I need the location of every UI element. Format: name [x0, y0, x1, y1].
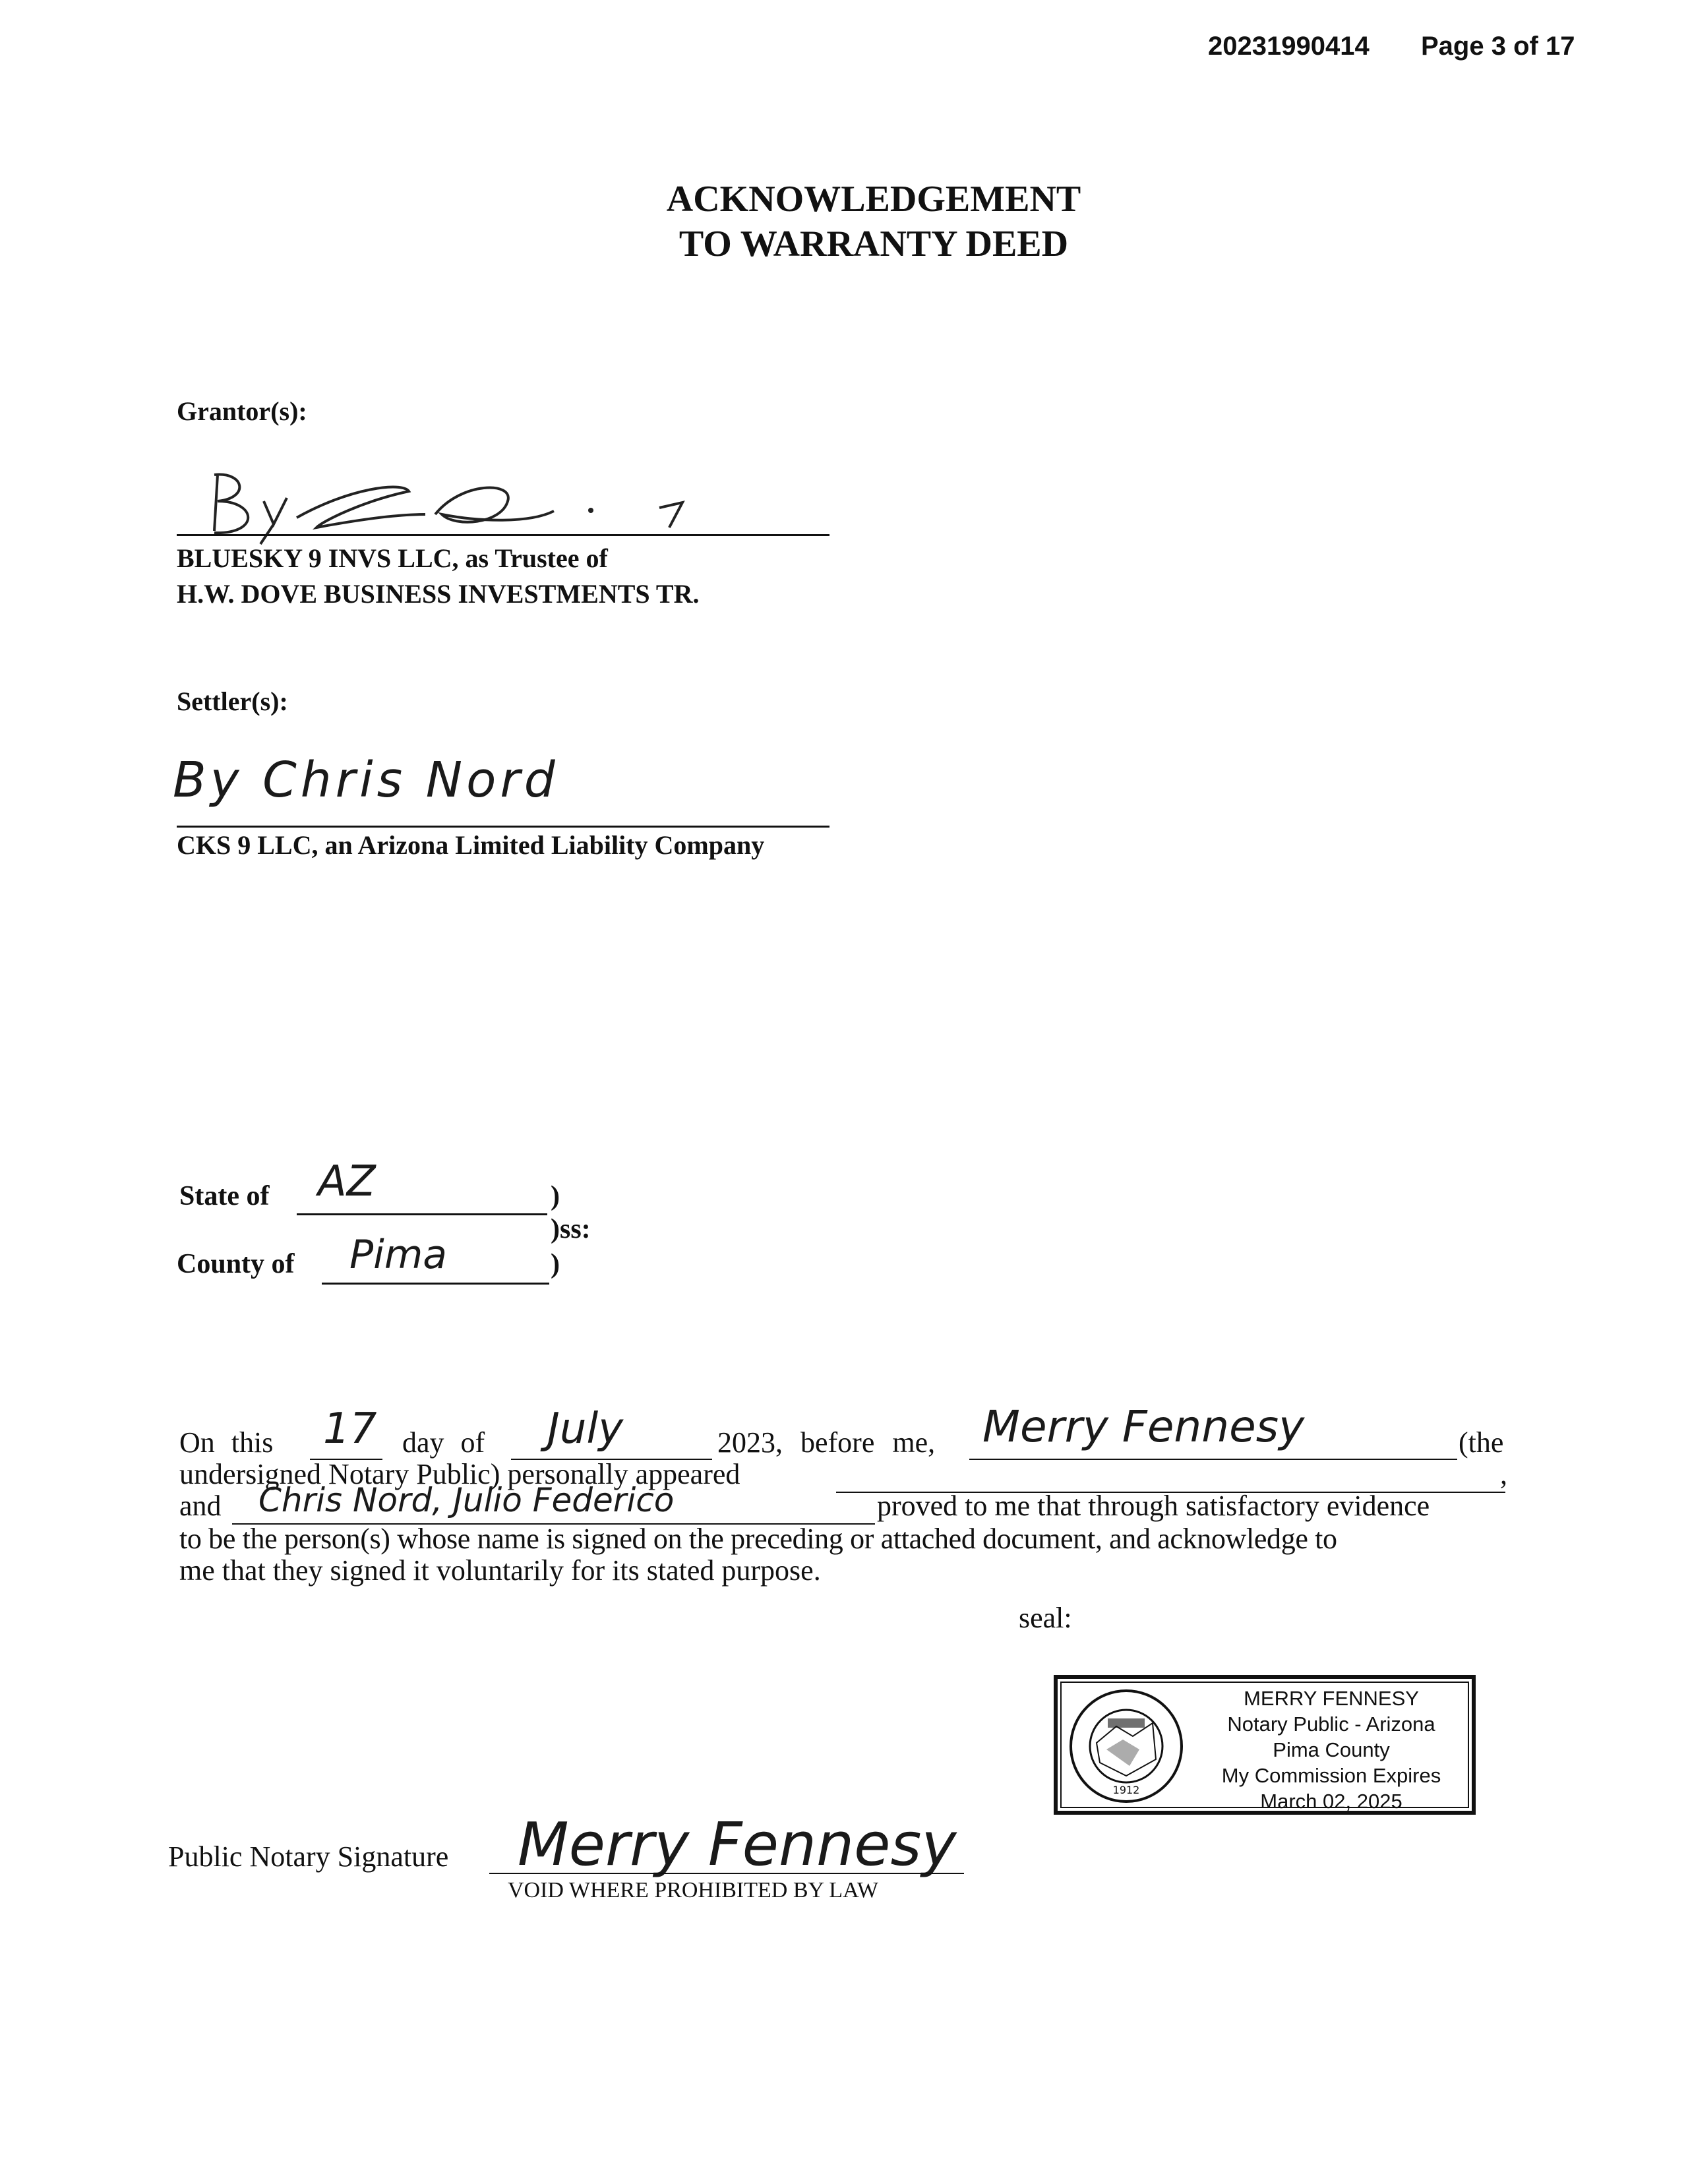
- ack-on-this: On this: [179, 1426, 274, 1459]
- document-number: 20231990414: [1208, 32, 1370, 61]
- county-value: Pima: [349, 1232, 448, 1278]
- ack-notary-line: [969, 1459, 1457, 1460]
- ss-label: )ss:: [551, 1214, 591, 1244]
- notary-signature: Merry Fennesy: [518, 1810, 957, 1879]
- notary-signature-line: [489, 1873, 964, 1874]
- ack-and: and: [179, 1490, 222, 1522]
- ack-notary-name: Merry Fennesy: [982, 1401, 1305, 1452]
- ack-month-value: July: [547, 1405, 624, 1453]
- state-seal-icon: [1067, 1687, 1186, 1805]
- ack-line-2: undersigned Notary Public) personally appeared: [179, 1458, 740, 1490]
- state-paren: ): [551, 1181, 560, 1211]
- page-indicator: Page 3 of 17: [1421, 32, 1575, 61]
- stamp-notary-name: MERRY FENNESY: [1244, 1687, 1419, 1710]
- ack-line-4: to be the person(s) whose name is signed on the preceding or attached document, and acknowledge to: [179, 1523, 1337, 1555]
- title-line-2: TO WARRANTY DEED: [678, 224, 1069, 264]
- settler-name: CKS 9 LLC, an Arizona Limited Liability Company: [177, 830, 765, 860]
- state-line: [297, 1213, 547, 1215]
- county-paren: ): [551, 1249, 560, 1279]
- ack-year-before: 2023, before me,: [717, 1426, 936, 1459]
- stamp-expires-date: March 02, 2025: [1260, 1790, 1402, 1813]
- grantor-name-line-1: BLUESKY 9 INVS LLC, as Trustee of: [177, 543, 608, 573]
- ack-line-5: me that they signed it voluntarily for its stated purpose.: [179, 1554, 821, 1587]
- county-line: [322, 1283, 549, 1285]
- seal-label: seal:: [1019, 1602, 1072, 1634]
- notary-signature-label: Public Notary Signature: [168, 1840, 449, 1873]
- document-title: [0, 177, 1688, 266]
- ack-comma: ,: [1500, 1458, 1507, 1490]
- ack-the: (the: [1459, 1426, 1504, 1459]
- settler-heading: Settler(s):: [177, 686, 288, 716]
- county-label: County of: [177, 1249, 295, 1279]
- ack-persons: Chris Nord, Julio Federico: [258, 1481, 675, 1519]
- ack-proved: proved to me that through satisfactory evidence: [877, 1490, 1430, 1522]
- ack-day-of: day of: [402, 1426, 485, 1459]
- seal-year: 1912: [1112, 1784, 1140, 1796]
- grantor-heading: Grantor(s):: [177, 396, 307, 426]
- notary-stamp: [1054, 1675, 1476, 1815]
- grantor-name-line-2: H.W. DOVE BUSINESS INVESTMENTS TR.: [177, 579, 700, 609]
- grantor-signature-line: [177, 534, 829, 536]
- title-line-1: ACKNOWLEDGEMENT: [666, 179, 1081, 220]
- stamp-text: [1193, 1685, 1470, 1814]
- grantor-name: [177, 541, 699, 612]
- settler-signature: By Chris Nord: [173, 752, 559, 808]
- stamp-notary-title: Notary Public - Arizona: [1227, 1713, 1435, 1736]
- stamp-expires-label: My Commission Expires: [1221, 1764, 1441, 1787]
- settler-signature-line: [177, 826, 829, 828]
- void-notice: VOID WHERE PROHIBITED BY LAW: [508, 1878, 878, 1902]
- stamp-county: Pima County: [1273, 1738, 1390, 1761]
- state-label: State of: [179, 1181, 270, 1211]
- state-value: AZ: [318, 1157, 376, 1206]
- ack-day-value: 17: [323, 1405, 377, 1453]
